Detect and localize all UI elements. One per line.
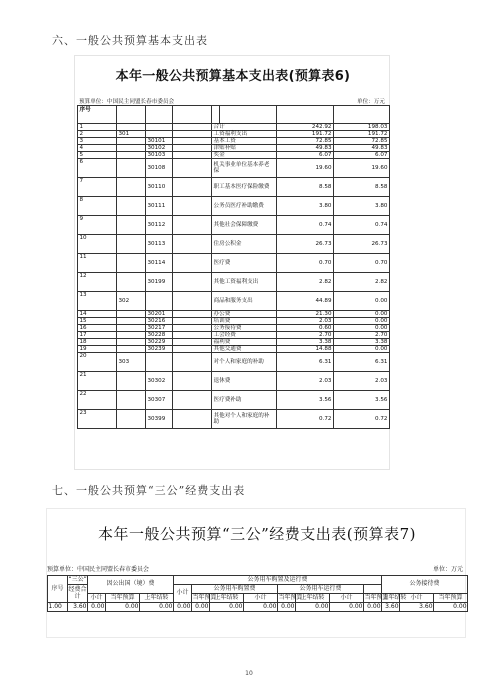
personnel-value: 3.56 [334,391,390,410]
spacer-cell [173,318,212,325]
table-row [78,145,390,152]
personnel-value: 0.72 [334,410,390,429]
category-code [117,372,146,391]
total-value: 0.60 [277,325,334,332]
spacer-cell [173,178,212,197]
total-value: 242.92 [277,124,334,131]
personnel-value: 6.31 [334,353,390,372]
table7-cell: 0.00 [330,603,364,612]
spacer-cell [173,346,212,353]
item-code [146,292,173,311]
table7-purchase-subtotal: 小计 [244,594,278,603]
personnel-value: 72.85 [334,138,390,145]
table7-abroad-header: 因公出国（境）费 [88,576,174,594]
table7-seq-header: 序号 [48,576,68,603]
row-number: 19 [78,346,117,353]
total-value: 14.88 [277,346,334,353]
personnel-value: 0.00 [334,311,390,318]
row-number: 22 [78,391,117,410]
section-7-heading: 七、一般公共预算“三公”经费支出表 [52,484,246,497]
table-row [78,197,390,216]
item-name: 退休费 [212,372,277,391]
category-code [117,318,146,325]
spacer-cell [173,353,212,372]
table-row [78,235,390,254]
category-code [117,145,146,152]
item-name: 住房公积金 [212,235,277,254]
spacer-cell [173,273,212,292]
row-number: 10 [78,235,117,254]
table-row [78,273,390,292]
spacer-cell [173,325,212,332]
table7-running-this-year: 当年预算 [364,593,389,601]
table7-vehicle-subtotal: 小计 [174,585,192,603]
personnel-value: 2.70 [334,332,390,339]
personnel-value: 0.74 [334,216,390,235]
spacer-cell [173,138,212,145]
item-name: 其他交通费 [212,346,277,353]
row-number: 16 [78,325,117,332]
item-name: 福利费 [212,339,277,346]
total-value: 49.83 [277,145,334,152]
total-value: 72.85 [277,138,334,145]
table6-grid [77,105,390,429]
personnel-value: 198.03 [334,124,390,131]
spacer-cell [173,197,212,216]
personnel-value: 3.80 [334,197,390,216]
table7-cell: 0.00 [244,603,278,612]
table-row [78,325,390,332]
item-code: 30228 [146,332,173,339]
total-value: 0.70 [277,254,334,273]
category-code [117,138,146,145]
item-code: 30103 [146,152,173,159]
row-number: 1 [78,124,117,131]
table7-purchase-carry: 上年结转 [296,594,330,603]
table6-unit-label: 预算单位：中国民主同盟长春市委员会 [79,99,175,105]
spacer-cell [173,216,212,235]
personnel-value: 0.00 [334,325,390,332]
row-number: 13 [78,292,117,311]
table7-cell: 0.00 [364,603,382,612]
table7-vehicle-header: 公务用车购置及运行费 [174,576,382,585]
table7-grid [47,575,468,612]
item-name: 基本工资 [212,138,277,145]
table7-cell: 0.00 [296,603,330,612]
table7-abroad-this-year: 当年预算 [106,594,140,603]
personnel-value: 2.82 [334,273,390,292]
table7-reception-header: 公务接待费 [382,576,468,594]
table7-title: 本年一般公共预算“三公”经费支出表(预算表7) [97,525,417,543]
table-row [78,178,390,197]
item-name: 公务员医疗补助缴费 [212,197,277,216]
row-number: 6 [78,159,117,178]
table7-running-header: 公务用车运行费 [278,585,364,594]
table-row [78,391,390,410]
table7-cell: 0.00 [88,603,106,612]
item-name: 其他工资福利支出 [212,273,277,292]
item-name: 医疗费 [212,254,277,273]
category-code [117,339,146,346]
item-code [146,131,173,138]
table-row [78,159,390,178]
spacer-cell [173,372,212,391]
table7-reception-this-year: 当年预算 [434,594,468,603]
personnel-value: 3.38 [334,339,390,346]
item-name: 工会经费 [212,332,277,339]
table7-header-row-1 [48,576,468,585]
spacer-cell [173,145,212,152]
category-code [117,311,146,318]
category-code [117,197,146,216]
category-code: 301 [117,131,146,138]
item-code: 30239 [146,346,173,353]
row-number: 18 [78,339,117,346]
table7-sangong-header-top: “三公” [68,575,87,583]
table7-cell: 0.00 [106,603,140,612]
category-code [117,235,146,254]
spacer-cell [173,410,212,429]
spacer-cell [173,131,212,138]
table-row [78,332,390,339]
table-row [78,353,390,372]
item-code: 30111 [146,197,173,216]
section-6-heading: 六、一般公共预算基本支出表 [52,34,208,47]
row-number: 5 [78,152,117,159]
total-value: 3.80 [277,197,334,216]
table7-cell: 0.00 [174,603,192,612]
total-value: 191.72 [277,131,334,138]
row-number: 3 [78,138,117,145]
item-code: 30217 [146,325,173,332]
category-code [117,216,146,235]
table7-abroad-subtotal: 小计 [88,594,106,603]
spacer-cell [173,254,212,273]
item-name: 培训费 [212,318,277,325]
table7-cell: 0.00 [210,603,244,612]
personnel-value: 0.70 [334,254,390,273]
personnel-value: 49.83 [334,145,390,152]
item-name: 商品和服务支出 [212,292,277,311]
table7-amount-unit: 单位：万元 [432,566,463,573]
total-value: 3.38 [277,339,334,346]
total-value: 8.58 [277,178,334,197]
row-number: 21 [78,372,117,391]
personnel-value: 2.03 [334,372,390,391]
category-code [117,178,146,197]
item-name: 津贴补贴 [212,145,277,152]
table-row [78,372,390,391]
total-value: 0.74 [277,216,334,235]
table7-cell: 3.60 [400,603,434,612]
table7-purchase-header: 公务用车购置费 [192,585,278,594]
row-number: 2 [78,131,117,138]
item-code: 30229 [146,339,173,346]
item-code: 30112 [146,216,173,235]
table6-title: 本年一般公共预算基本支出表(预算表6) [115,69,351,84]
table7-running-carry: 上年结转 [382,593,407,601]
table7-sheet [46,508,466,638]
page-number: 10 [245,670,253,677]
item-name: 对个人和家庭的补助 [212,353,277,372]
spacer-cell [173,332,212,339]
personnel-value: 26.73 [334,235,390,254]
item-code [146,353,173,372]
table-row [78,410,390,429]
table7-sangong-header-bottom: 经费合计 [68,585,88,603]
item-code: 30110 [146,178,173,197]
total-value: 2.70 [277,332,334,339]
total-value: 2.03 [277,372,334,391]
spacer-cell [173,235,212,254]
row-number: 7 [78,178,117,197]
total-value: 44.89 [277,292,334,311]
item-code: 30114 [146,254,173,273]
item-name: 公务接待费 [212,325,277,332]
category-code [117,346,146,353]
total-value: 2.82 [277,273,334,292]
category-code [117,332,146,339]
spacer-cell [173,292,212,311]
personnel-value: 0.00 [334,292,390,311]
table7-cell: 1.00 [48,603,68,612]
item-name: 其他社会保障缴费 [212,216,277,235]
row-number: 15 [78,318,117,325]
personnel-value: 19.60 [334,159,390,178]
item-code: 30101 [146,138,173,145]
row-number: 4 [78,145,117,152]
table-row [78,339,390,346]
table7-running-subtotal: 小计 [330,594,364,603]
personnel-value: 191.72 [334,131,390,138]
spacer-cell [173,311,212,318]
row-number: 20 [78,353,117,372]
table-row [78,318,390,325]
table-row [78,152,390,159]
table7-vehicle-this-year: 当年预算 [192,593,217,601]
total-value: 21.30 [277,311,334,318]
table-row [78,216,390,235]
row-number: 14 [78,311,117,318]
row-number: 8 [78,197,117,216]
item-code: 30399 [146,410,173,429]
total-value: 19.60 [277,159,334,178]
spacer-cell [173,339,212,346]
row-number: 9 [78,216,117,235]
table-row [78,311,390,318]
category-code [117,273,146,292]
item-name: 职工基本医疗保险缴费 [212,178,277,197]
category-code [117,254,146,273]
total-value: 2.03 [277,318,334,325]
category-code [117,152,146,159]
category-code [117,410,146,429]
item-code: 30199 [146,273,173,292]
row-number: 23 [78,410,117,429]
total-value: 26.73 [277,235,334,254]
total-value: 6.31 [277,353,334,372]
table6-seq-header: 序号 [78,106,117,124]
row-number: 17 [78,332,117,339]
total-value: 0.72 [277,410,334,429]
table6-header-row [78,106,390,124]
table7-cell: 3.60 [68,603,88,612]
table7-header-row-3 [48,594,468,603]
spacer-cell [173,124,212,131]
category-code [117,124,146,131]
table-row [78,254,390,273]
spacer-cell [173,391,212,410]
personnel-value: 8.58 [334,178,390,197]
table6-amount-unit: 单位：万元 [357,99,385,105]
category-code [117,159,146,178]
item-name: 工资福利支出 [212,131,277,138]
table7-cell: 3.60 [382,603,400,612]
category-code [117,325,146,332]
table-row [78,131,390,138]
spacer-cell [173,159,212,178]
table-row [78,124,390,131]
table7-data-row [48,603,468,612]
item-code [146,124,173,131]
item-code: 30201 [146,311,173,318]
item-code: 30302 [146,372,173,391]
row-number: 12 [78,273,117,292]
personnel-value: 6.07 [334,152,390,159]
personnel-value: 0.00 [334,346,390,353]
item-code: 30307 [146,391,173,410]
table-row [78,346,390,353]
table7-unit-label: 预算单位：中国民主同盟长春市委员会 [47,566,150,573]
item-code: 30108 [146,159,173,178]
personnel-value: 0.00 [334,318,390,325]
table7-cell: 0.00 [278,603,296,612]
row-number: 11 [78,254,117,273]
spacer-cell [173,152,212,159]
table7-cell: 0.00 [140,603,174,612]
total-value: 3.56 [277,391,334,410]
item-name: 医疗费补助 [212,391,277,410]
table-row [78,138,390,145]
item-name: 办公费 [212,311,277,318]
table6-sheet [74,55,390,470]
category-code: 302 [117,292,146,311]
table7-reception-subtotal: 小计 [400,594,434,603]
item-code: 30216 [146,318,173,325]
table-row [78,292,390,311]
table7-abroad-carry: 上年结转 [140,594,174,603]
total-value: 6.07 [277,152,334,159]
item-name: 合计 [212,124,277,131]
table7-cell: 0.00 [192,603,210,612]
table7-purchase-this-year: 当年预算 [278,593,303,601]
table7-cell: 0.00 [434,603,468,612]
item-name: 其他对个人和家庭的补助 [212,410,277,429]
item-code: 30102 [146,145,173,152]
item-name: 机关事业单位基本养老保 [212,159,277,178]
category-code: 303 [117,353,146,372]
item-name: 奖金 [212,152,277,159]
table7-vehicle-carry: 上年结转 [210,594,244,603]
item-code: 30113 [146,235,173,254]
category-code [117,391,146,410]
